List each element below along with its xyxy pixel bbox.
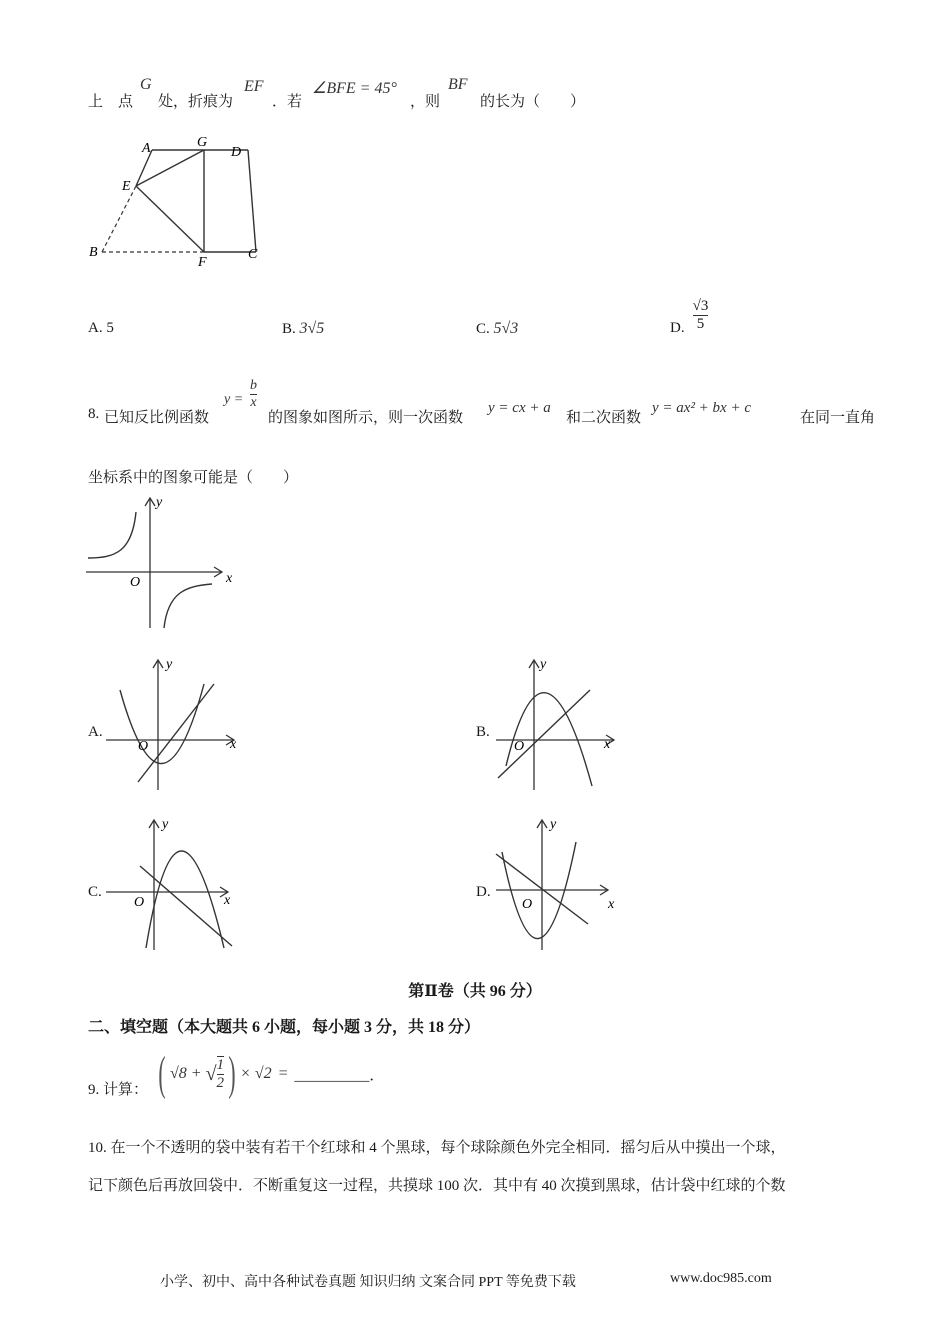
hyperbola-branch-lower [164,584,212,628]
q7-text-1: 处，折痕为 [158,94,234,110]
q7-line-prefix: 上 点 [88,94,134,110]
q7-point-g: G [140,76,152,93]
q8-number: 8. [88,406,100,422]
label-c: C [248,247,258,262]
line [498,690,590,778]
line [138,684,214,782]
q8-func-num: b [250,378,257,393]
q8-text-3: 和二次函数 [566,410,642,426]
axis-y-label: y [162,817,169,832]
q7-option-d-fraction [693,298,709,333]
q9-times: × [240,1065,251,1082]
segment-ef [136,186,204,252]
q8-func-fraction [250,378,257,411]
origin-label: O [514,739,525,754]
q9-prefix: 9. 计算： [88,1082,149,1098]
axis-x-label: x [230,737,237,752]
q8-func-lhs: y = [224,392,244,407]
radical-icon: √ [205,1062,217,1085]
label-d: D [231,145,242,160]
q7-trapezoid-figure [80,128,280,273]
q7-text-4: 的长为（ ） [480,94,586,110]
q8-text-4: 在同一直角 [800,410,876,426]
q8-hyperbola-graph [80,492,240,632]
q8-option-b-label: B. [476,724,490,740]
footer-url[interactable]: www.doc985.com [670,1271,772,1286]
q7-option-a-label: A. [88,320,103,336]
q9-half-fraction [217,1056,225,1092]
q9-half-num: 1 [216,1057,225,1073]
q7-option-a [88,320,114,337]
q7-option-d-denominator: 5 [696,316,705,332]
q7-option-d [670,294,708,337]
axis-x-label: x [604,737,611,752]
q8-option-a-graph [100,654,250,794]
label-e: E [122,179,131,194]
q7-option-c [476,320,518,338]
q7-option-b-value: 3√5 [299,320,325,337]
q8-option-c-graph [100,814,250,954]
q7-text-2: ．若 [272,94,303,110]
q10-line-2: 记下颜色后再放回袋中．不断重复这一过程，共摸球 100 次．其中有 40 次摸到黑球，估计袋中红球的个数 [88,1178,786,1194]
q9-answer-blank[interactable]: __________． [294,1067,385,1084]
q8-line-2: 坐标系中的图象可能是（ ） [88,470,299,486]
q8-option-d-graph [490,814,640,954]
origin-label: O [134,895,145,910]
q7-option-c-label: C. [476,321,490,337]
q8-text-2: 的图象如图所示，则一次函数 [268,410,464,426]
origin-label: O [130,575,141,590]
q9-sqrt2: √2 [254,1065,272,1082]
section2-subheading: 二、填空题（本大题共 6 小题，每小题 3 分，共 18 分） [88,1019,481,1036]
q7-option-c-value: 5√3 [493,320,519,337]
label-b: B [89,245,98,260]
section2-heading: 第Ⅱ卷（共 96 分） [408,983,542,1000]
q10-line-1: 10. 在一个不透明的袋中装有若干个红球和 4 个黑球，每个球除颜色外完全相同．摇匀后从中摸出一个球， [88,1140,786,1156]
q7-option-d-label: D. [670,320,685,336]
q8-option-c-label: C. [88,884,102,900]
axis-y-label: y [156,495,163,510]
q7-option-b-label: B. [282,321,296,337]
origin-label: O [138,739,149,754]
q9-sqrt8: √8 [169,1065,187,1082]
axis-x-label: x [608,897,615,912]
footer-text: 小学、初中、高中各种试卷真题 知识归纳 文案合同 PPT 等免费下载 [160,1275,576,1290]
origin-label: O [522,897,533,912]
left-paren-icon: ( [158,1047,166,1100]
axis-x-label: x [224,893,231,908]
q7-option-b [282,320,324,338]
q7-text-3: ，则 [410,94,441,110]
axis-x-label: x [226,571,233,586]
q9-expression [154,1047,385,1100]
q7-option-a-value: 5 [106,320,114,336]
q8-option-a-label: A. [88,724,103,740]
q8-quadratic: y = ax² + bx + c [652,400,751,416]
q7-angle: ∠BFE = 45° [312,80,397,97]
axis-y-label: y [540,657,547,672]
q8-text-1: 已知反比例函数 [104,410,210,426]
label-g: G [197,135,208,150]
label-f: F [198,255,207,270]
q9-equals: = [277,1065,289,1082]
label-a: A [142,141,151,156]
right-paren-icon: ) [228,1047,236,1100]
q8-option-b-graph [490,654,640,794]
q7-option-d-numerator: √3 [692,298,709,314]
q9-plus: + [190,1065,202,1082]
q8-option-d-label: D. [476,884,491,900]
q8-linear: y = cx + a [488,400,551,416]
hyperbola-branch-upper [88,512,136,558]
q7-crease: EF [244,78,264,95]
q9-half-den: 2 [216,1075,225,1091]
q7-segment: BF [448,76,468,93]
parabola [146,851,224,948]
axis-y-label: y [166,657,173,672]
q8-func-den: x [250,395,257,410]
axis-y-label: y [550,817,557,832]
segment-dc [248,150,256,252]
dashed-be [102,186,136,252]
